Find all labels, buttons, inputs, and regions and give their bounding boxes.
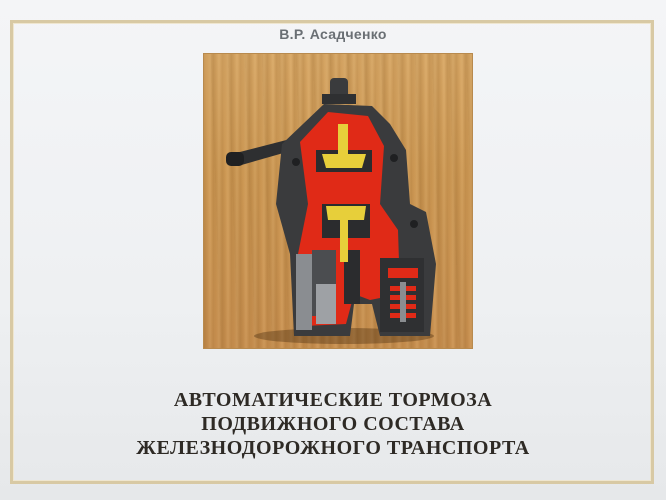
title-line-2: ПОДВИЖНОГО СОСТАВА (201, 413, 465, 435)
title-line-3: ЖЕЛЕЗНОДОРОЖНОГО ТРАНСПОРТА (136, 437, 530, 459)
book-title (0, 388, 666, 460)
title-line-1: АВТОМАТИЧЕСКИЕ ТОРМОЗА (173, 389, 493, 411)
cover-illustration (204, 54, 472, 348)
brake-valve-cutaway-icon (204, 54, 472, 348)
author-name: В.Р. Асадченко (279, 26, 387, 42)
